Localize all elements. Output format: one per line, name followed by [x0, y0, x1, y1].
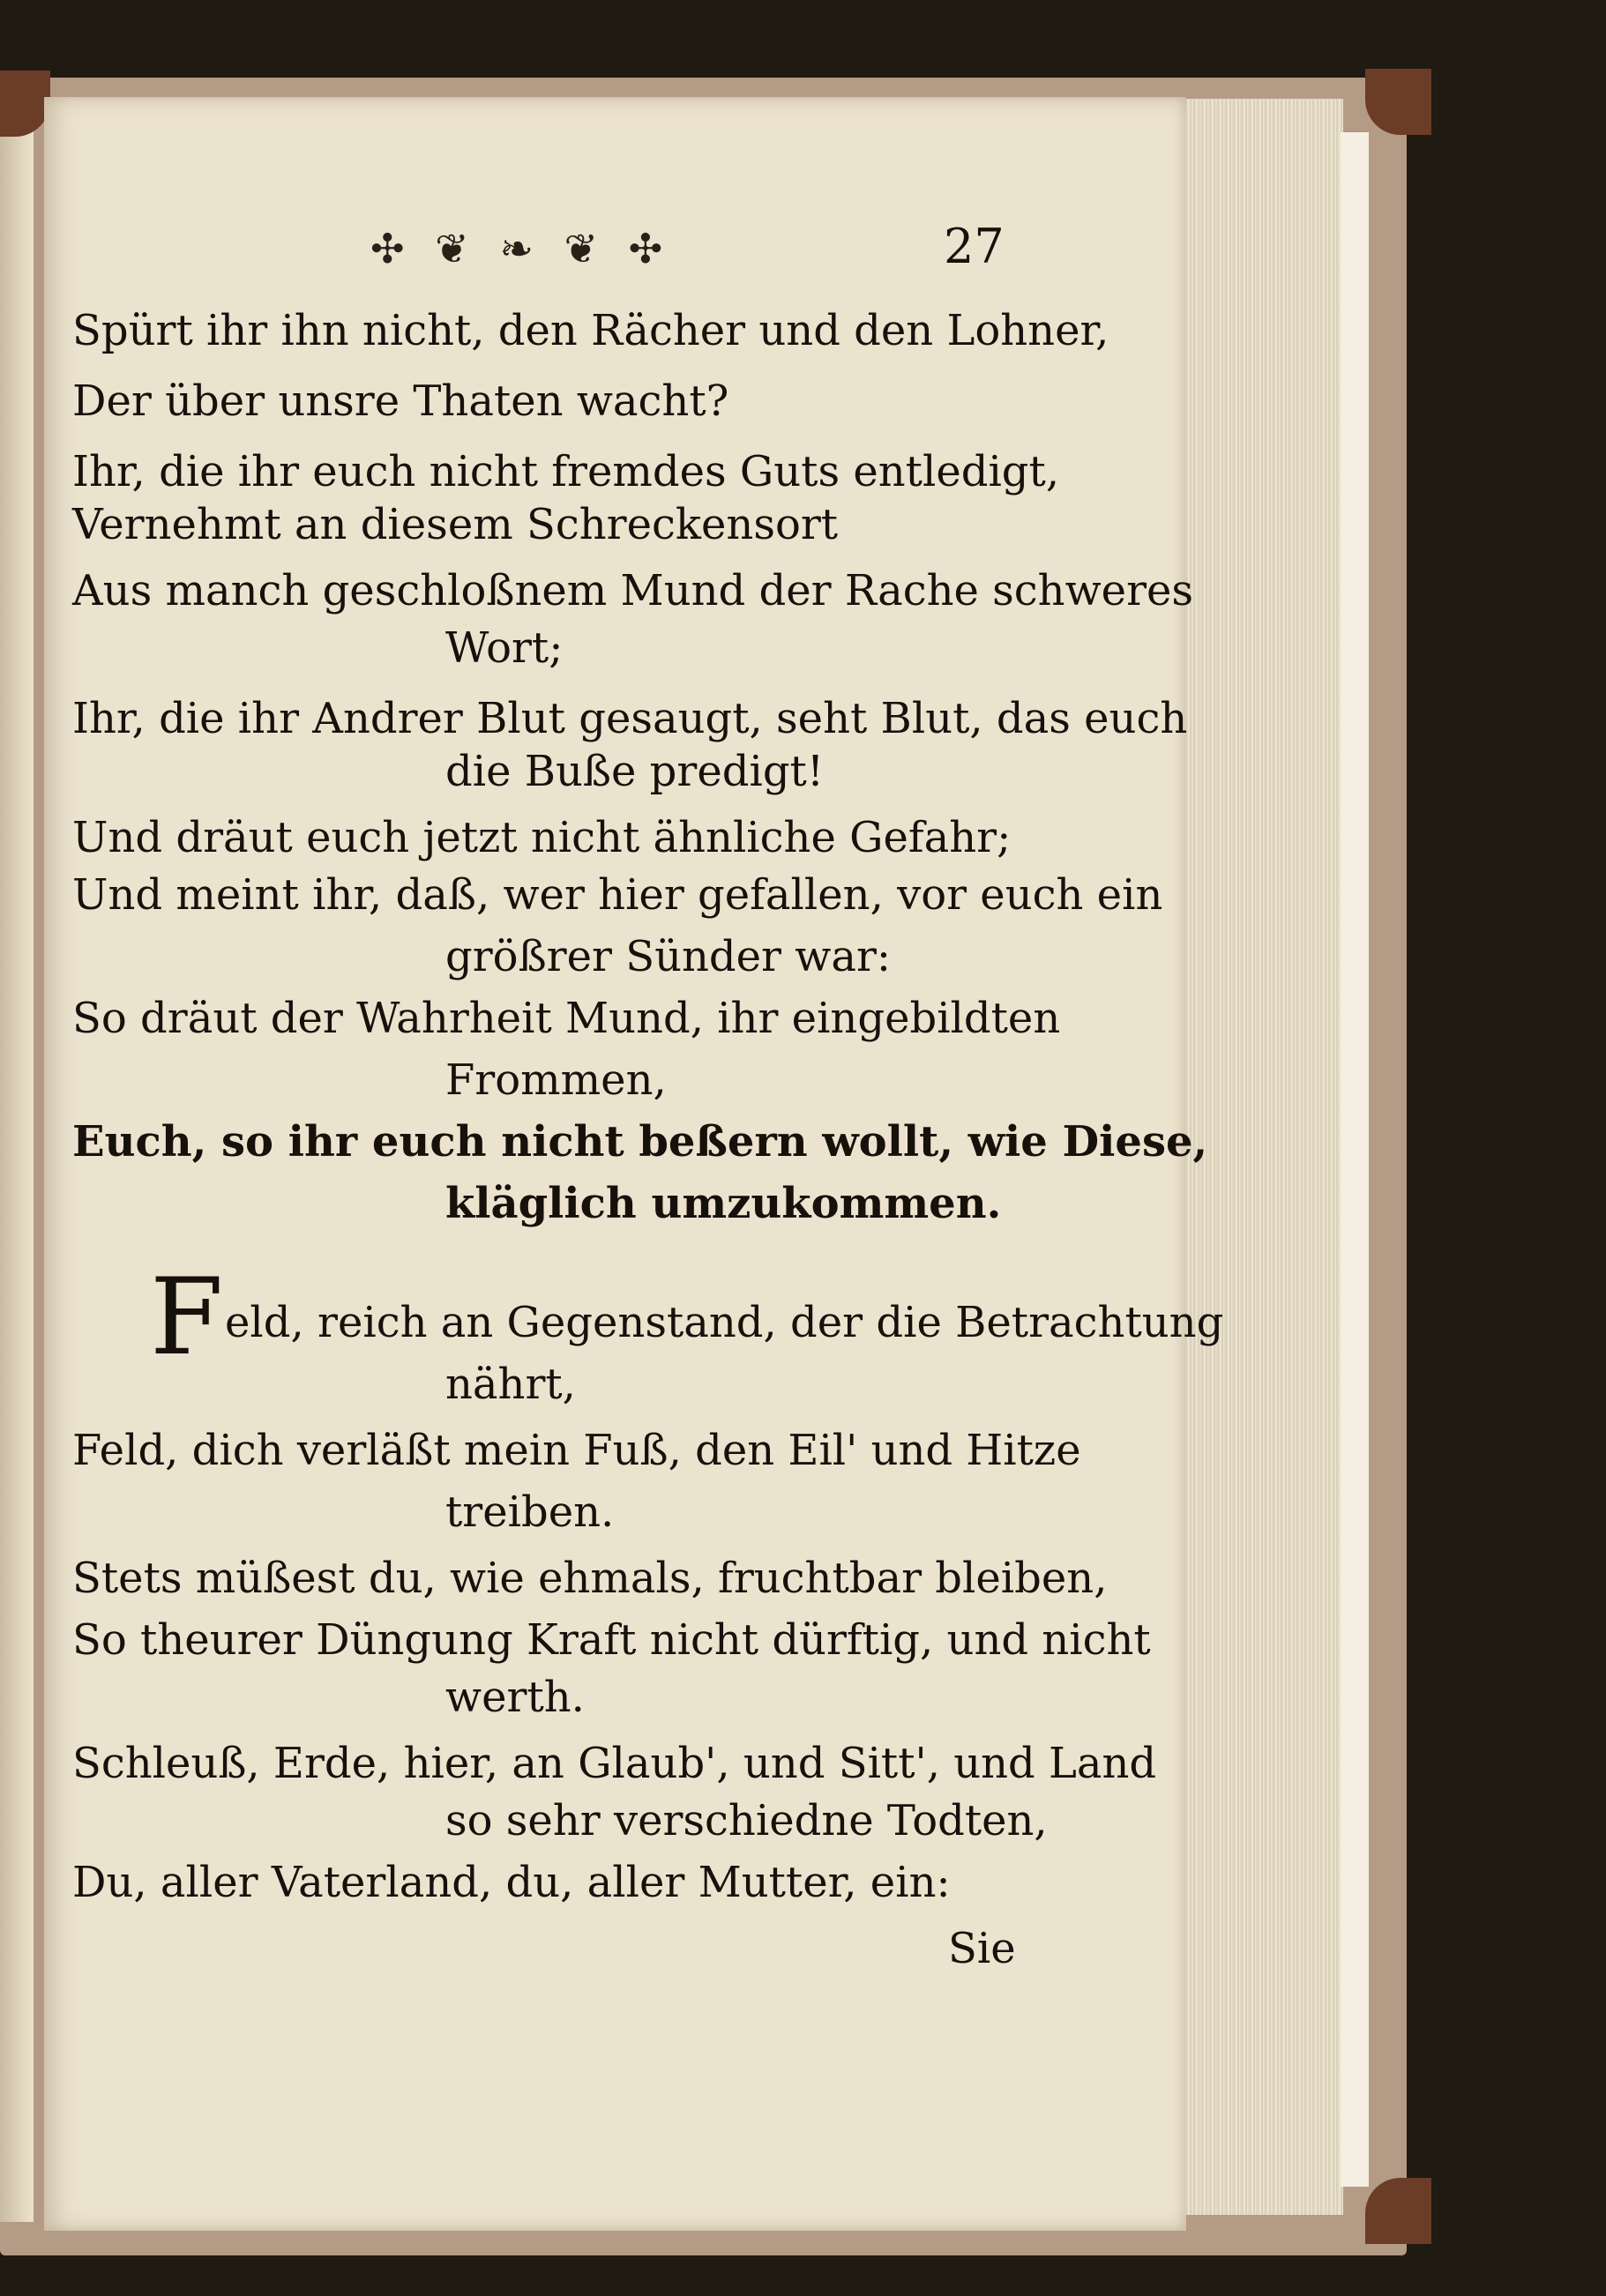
catchword: Sie	[948, 1924, 1016, 1973]
verse-line: Euch, so ihr euch nicht beßern wollt, wie Diese,	[72, 1117, 1208, 1167]
verse-line: Vernehmt an diesem Schreckensort	[72, 500, 839, 549]
verse-line-continuation: größrer Sünder war:	[445, 932, 892, 981]
verse-line-continuation: kläglich umzukommen.	[445, 1179, 1002, 1228]
left-page-edge	[0, 123, 34, 2222]
verse-line-continuation: Wort;	[445, 623, 564, 673]
verse-line: So dräut der Wahrheit Mund, ihr eingebildten	[72, 994, 1061, 1043]
verse-line: Und meint ihr, daß, wer hier gefallen, vor euch ein	[72, 870, 1163, 920]
verse-line: Der über unsre Thaten wacht?	[72, 376, 729, 426]
verse-line-continuation: Frommen,	[445, 1055, 667, 1105]
verse-line: eld, reich an Gegenstand, der die Betrachtung	[225, 1298, 1224, 1347]
verse-line: Du, aller Vaterland, du, aller Mutter, ein:	[72, 1858, 951, 1907]
verse-line: Und dräut euch jetzt nicht ähnliche Gefahr;	[72, 813, 1012, 862]
verse-line: So theurer Düngung Kraft nicht dürftig, und nicht	[72, 1615, 1151, 1665]
verse-line-continuation: treiben.	[445, 1487, 615, 1537]
verse-line: Schleuß, Erde, hier, an Glaub', und Sitt', und Land	[72, 1739, 1157, 1788]
verse-line: Feld, dich verläßt mein Fuß, den Eil' und Hitze	[72, 1426, 1081, 1475]
header-ornament: ✣ ❦ ❧ ❦ ✣	[370, 225, 672, 272]
verse-line: Stets müßest du, wie ehmals, fruchtbar bleiben,	[72, 1554, 1108, 1603]
page-number: 27	[944, 219, 1005, 274]
verse-line-continuation: nährt,	[445, 1360, 576, 1409]
verse-line: Spürt ihr ihn nicht, den Rächer und den Lohner,	[72, 306, 1109, 355]
verse-line-continuation: werth.	[445, 1673, 585, 1722]
verse-line-continuation: so sehr verschiedne Todten,	[445, 1796, 1048, 1845]
verse-line-continuation: die Buße predigt!	[445, 747, 825, 796]
verse-line: Aus manch geschloßnem Mund der Rache schweres	[72, 566, 1194, 615]
verse-line: Ihr, die ihr Andrer Blut gesaugt, seht Blut, das euch	[72, 694, 1188, 743]
drop-cap: F	[150, 1256, 224, 1379]
leather-corner-top-right	[1365, 69, 1431, 135]
verse-line: Ihr, die ihr euch nicht fremdes Guts entledigt,	[72, 447, 1060, 496]
page-block-outer-edge	[1341, 132, 1369, 2187]
leather-corner-bottom-right	[1365, 2178, 1431, 2244]
